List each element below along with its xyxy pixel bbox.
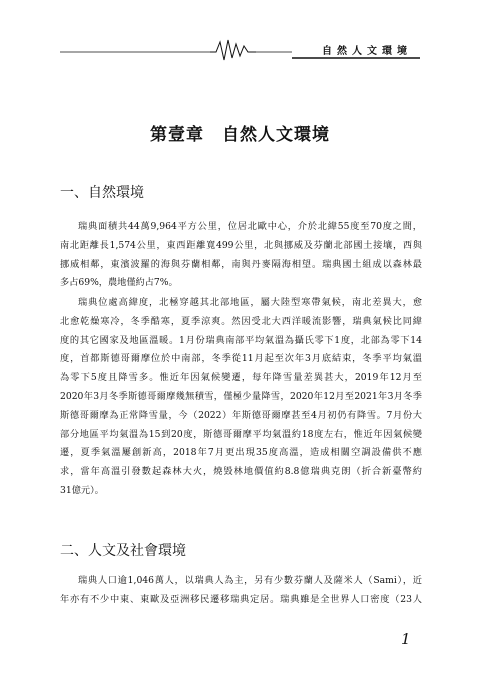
text-line: 瑞典位處高緯度，北極穿越其北部地區，屬大陸型寒帶氣候，南北差異大，愈 xyxy=(78,297,422,308)
text-line: 瑞典人口逾1,046萬人，以瑞典人為主，另有少數芬蘭人及薩米人（Sami），近 xyxy=(78,575,422,586)
paragraph-climate xyxy=(60,294,422,501)
text-line: 部分地區平均氣溫為15到20度，斯德哥爾摩平均氣溫約18度左右，惟近年因氣候變 xyxy=(60,428,422,440)
paragraph-area xyxy=(60,218,422,293)
text-line: 北愈乾燥寒冷，冬季酷寒，夏季涼爽。然因受北大西洋暖流影響，瑞典氣候比同緯 xyxy=(60,315,422,327)
section-heading-natural-environment: 一、自然環境 xyxy=(60,185,144,201)
text-line: 為零下5度且降雪多。惟近年因氣候變遷，每年降雪量差異甚大，2019年12月至 xyxy=(60,372,422,384)
text-line: 度的其它國家及地區溫暖。1月份瑞典南部平均氣溫為攝氏零下1度，北部為零下14 xyxy=(60,334,422,346)
section-heading-social-environment: 二、人文及社會環境 xyxy=(60,543,186,559)
text-line: 遷，夏季氣溫屢創新高，2018年7月更出現35度高溫，造成相關空調設備供不應 xyxy=(60,447,422,459)
text-line: 31億元）。 xyxy=(60,484,104,496)
chapter-title: 第壹章 自然人文環境 xyxy=(150,125,330,145)
running-header-title: 自然人文環境 xyxy=(322,46,412,57)
text-line: 瑞典面積共44萬9,964平方公里，位居北歐中心，介於北緯55度至70度之間， xyxy=(78,221,422,232)
page-number: 1 xyxy=(401,630,411,648)
text-line: 斯德哥爾摩為正常降雪量，今（2022）年斯德哥爾摩甚至4月初仍有降雪。7月份大 xyxy=(60,409,422,421)
text-line: 南北距離長1,574公里，東西距離寬499公里，北與挪威及芬蘭北部國土接壤，西與 xyxy=(60,239,422,251)
text-line: 求，當年高溫引發數起森林大火，燒毀林地價值約8.8億瑞典克朗（折合新臺幣約 xyxy=(60,466,422,478)
text-line: 年亦有不少中東、東歐及亞洲移民遷移瑞典定居。瑞典雖是全世界人口密度（23人 xyxy=(60,593,422,605)
running-header xyxy=(60,36,420,64)
text-line: 2020年3月冬季斯德哥爾摩幾無積雪，僅極少量降雪，2020年12月至2021年3月冬季 xyxy=(60,390,422,402)
text-line: 挪威相鄰，東濱波羅的海與芬蘭相鄰，南與丹麥隔海相望。瑞典國土組成以森林最 xyxy=(60,258,422,270)
paragraph-population xyxy=(60,572,422,610)
text-line: 度，首都斯德哥爾摩位於中南部，冬季從11月起至次年3月底結束，冬季平均氣溫 xyxy=(60,353,422,365)
text-line: 多占69%，農地僅約占7%。 xyxy=(60,277,178,289)
